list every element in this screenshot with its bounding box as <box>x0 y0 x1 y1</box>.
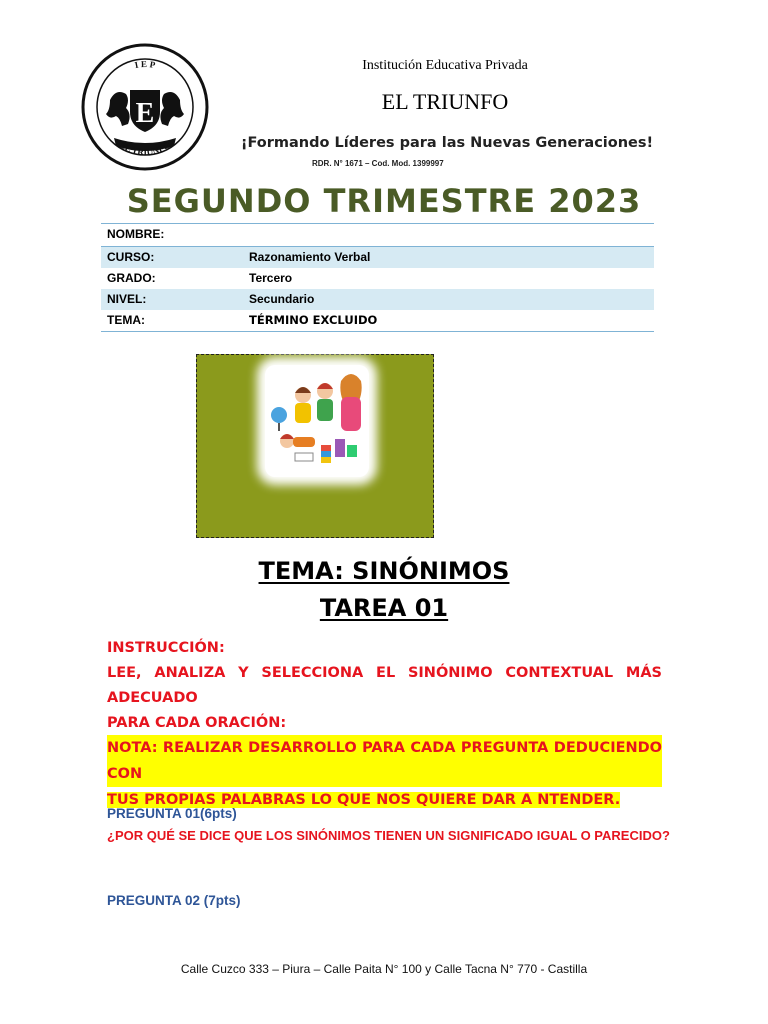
topic-title: TEMA: SINÓNIMOS <box>258 557 510 585</box>
student-info-table <box>101 223 654 332</box>
tema-label: TEMA: <box>107 313 145 327</box>
svg-text:EL TRIUNFO: EL TRIUNFO <box>118 139 172 158</box>
assignment-title: TAREA 01 <box>319 594 449 622</box>
note-block <box>107 735 662 813</box>
resolution-code: RDR. N° 1671 – Cod. Mod. 1399997 <box>312 159 444 168</box>
question-2-title: PREGUNTA 02 (7pts) <box>107 893 241 908</box>
school-motto: ¡Formando Líderes para las Nuevas Generaciones! <box>240 135 654 151</box>
tema-value: TÉRMINO EXCLUIDO <box>249 313 378 327</box>
info-row-grado <box>101 268 654 289</box>
nombre-label: NOMBRE: <box>107 227 165 241</box>
question-1-title: PREGUNTA 01(6pts) <box>107 806 237 821</box>
info-row-tema <box>101 310 654 331</box>
illustration-frame <box>196 354 434 538</box>
note-line-2: TUS PROPIAS PALABRAS LO QUE NOS QUIERE DAR A NTENDER. <box>107 792 621 808</box>
instruction-line-2: PARA CADA ORACIÓN: <box>107 715 287 731</box>
grado-value: Tercero <box>249 271 293 285</box>
nivel-label: NIVEL: <box>107 292 147 306</box>
grado-label: GRADO: <box>107 271 156 285</box>
info-row-curso <box>101 247 654 268</box>
svg-text:I E P: I E P <box>133 58 157 71</box>
question-1-text: ¿POR QUÉ SE DICE QUE LOS SINÓNIMOS TIENEN UN SIGNIFICADO IGUAL O PARECIDO? <box>107 828 670 843</box>
info-row-nombre <box>101 224 654 247</box>
nivel-value: Secundario <box>249 292 315 306</box>
info-row-nivel <box>101 289 654 310</box>
page-title: SEGUNDO TRIMESTRE 2023 <box>126 182 642 220</box>
curso-value: Razonamiento Verbal <box>249 250 371 264</box>
institution-type: Institución Educativa Privada <box>362 58 528 73</box>
instruction-heading: INSTRUCCIÓN: <box>107 640 225 656</box>
children-reading-illustration <box>265 365 369 477</box>
curso-label: CURSO: <box>107 250 155 264</box>
instruction-line-1: LEE, ANALIZA Y SELECCIONA EL SINÓNIMO CONTEXTUAL MÁS ADECUADO <box>107 665 662 706</box>
school-name: EL TRIUNFO <box>381 89 509 114</box>
footer-address: Calle Cuzco 333 – Piura – Calle Paita N° 100 y Calle Tacna N° 770 - Castilla <box>180 962 588 976</box>
instruction-block <box>107 636 662 736</box>
svg-text:E: E <box>135 98 155 129</box>
note-line-1: NOTA: REALIZAR DESARROLLO PARA CADA PREGUNTA DEDUCIENDO CON <box>107 735 662 787</box>
school-logo <box>80 42 210 172</box>
